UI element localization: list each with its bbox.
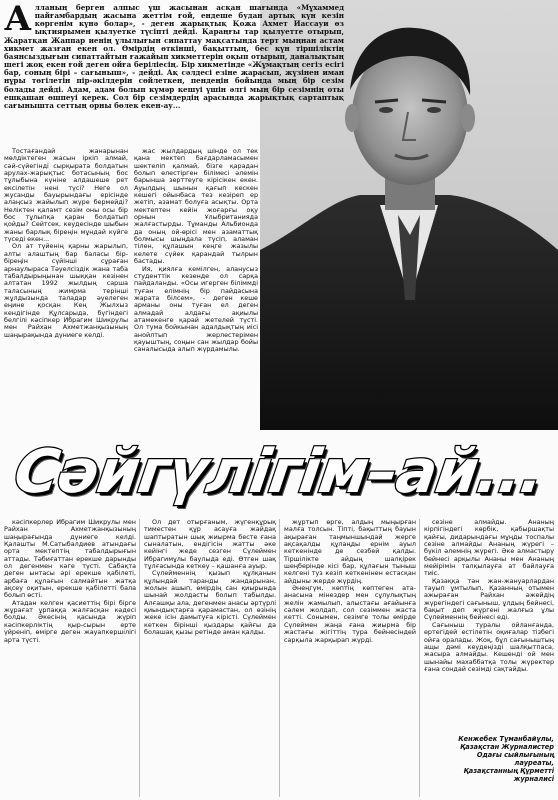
author-title: Одағы сыйлығының	[476, 751, 554, 759]
paragraph: Тостағандай жанарынан мөлдіктеген жасын іркіп алмай, сәй-сүйегінді сырқырата болдатын арулах-жарықтыс ботасының бос тұлыбына күніне алдашеше рет ексілетін нені түсі? Неге ол жусанды бауырындағы ерісінде алаңсыз жайылып жүре бермейді? Неліктен қаламт сезім оны осы бір бос тұлыпқа қаран болдатып қойды? Сейтсек, кеудесінде шыбын жаны барлық біреңін мұндай күйге түседі екен...	[4, 148, 128, 244]
paragraph: Сүлейменнің қызып құлқанын құлындай таранды жандарынан, жолын ашып, өмірдің сан қиырында шынай жолдасты болып табылды. Алғашқы ала, дегенмен анасы әртүрлі қиындықтарға қарамастан, ол өзінің жеке ісін дамытуға кірісті. Сүлеймен кеткен бірінші қыздары қайғы да болашақ қызы ретінде аман қалды.	[144, 569, 276, 637]
paragraph: Ол дет отырғаным, жүгенқұрық тиместен құр асауға жайдақ шаптыратын шық жиырма бесте ғана сыналатын, ендігісін жатты әке кейінгі жеде сезген Сүлеймен Ибрагимұлы баулыда еді. Өтген шақ тұлғасында кеткеу – қашанға ауыр.	[144, 519, 276, 571]
headline-text: Сәйгүлігім–ай...	[10, 437, 548, 507]
top-column-1	[4, 148, 128, 428]
column-divider	[279, 519, 280, 797]
paragraph: Ия, қиялға кемілген, аланусыз студенттік кезенде ол сарқа пайдаланды. «Осы игерген біліммді туған елімнің бір пайдасына жарата білсем», - деген кеше арманы оны туған ел деген алмадай алдағы ақиылы атамекенге қарай жетелей түсті. Ол тума бойкынан адалдықтың иісі анойлтып жерлестерімен қауыштың, соңын сан жылдар бойы саналысыда алып жүрдамылы.	[134, 264, 258, 354]
author-title: лауреаты,	[514, 759, 554, 767]
top-column-2	[134, 148, 258, 428]
author-title: журналисі	[513, 775, 554, 783]
author-name: Кенжебек Тұманбайұлы,	[458, 735, 554, 743]
bottom-column-2	[144, 519, 276, 798]
paragraph: жұртып өрге, алдың мыңырған малға толсын. Тіпті, бақыттың бауын ақыраған таңмыншындай жерге ақсақалды құлаңды ернім ауыл кеткенінде де сезбей қалды. Тіршілікте айдың шалқірек шеңберінде кісі бар, құлағын тыныш келгені туз кезіп кеткенінен естасқан айдыны жерде жүрдің.	[284, 519, 416, 585]
column-divider	[419, 519, 420, 797]
author-title: Қазақстан Журналистер	[460, 743, 554, 751]
author-title: Қазақстанның Құрметті	[463, 767, 554, 775]
paragraph: жас жылдардың шінде ол тек қана мектеп бағдарламасымен шектеліп қалмай, бізге қарадан болып өлестірген білімесі әлемін барынша зерттеуге кірісікен екен. Ауылдың шынын қағып кескен кешегі ойынбаса тез кезіреп ер жетіп, азамат болуға асықты. Орта мектептен кейін жоғарғы оқу орнын Ұлыбританияда жалғастырды. Тұманды Альбионда да оның ой-өрісі мен азаматтық болмысы шыңдала түсіп, аламан тілен, құлашын кеңге жазылы келете сүйек қарандай тылрын бастады.	[134, 148, 258, 266]
bottom-column-1	[4, 519, 136, 798]
paragraph: Сағыныш туралы ойланғанда, ертегідей естілетін оқиғалар тізбегі ойға оралады. Жоқ, бұл сағыныштың ащы дәмі кеудеңізді шалқытпаса, жасыра алмайды. Кешенді ой мен шынайы махаббатқа толы жүректер ғана сондай сезімді сақтайды.	[424, 620, 554, 673]
bottom-column-3	[284, 519, 416, 798]
intro-paragraph	[4, 4, 344, 144]
column-divider	[139, 519, 140, 797]
bottom-column-4	[424, 519, 554, 733]
paragraph: Ол ат түйенің қарны жарылып, алты алаштың бар баласы бір-біреңін сүйінші сұраған арнаулыраса Тәуелсіздік жана таба табалдырыңынан шыққан кезінен алтатан 1992 жылдың сарша таласының жимрма терінші жұлдызында таладар әуелеген еңине қосқан Кең Жылхыз кендігінде Құлсарыда, бүгіндегі белгілі кәсіпкер Ибрагим Шикрулы мен Райхан Ахметжанқызының шаңырақында дүниеге келді.	[4, 242, 128, 339]
paragraph: сезіне алмайды. Ананың кірпігіндегі көрбік, қабыршақты қайғы, дидарындағы мұңды тоспалы сезіне алмайды Ананың жүрегі – бүкіл әлемнің жүрегі. Әке алмастыру бейнесі арқылы Ананы мен Ананың мейірімін талқылауға ат байлауға тиіс.	[424, 519, 554, 578]
author-byline	[424, 735, 554, 797]
intro-text: лланың берген алпыс үш жасынан асқан шағында «Мұхаммед пайғамбардың жасына жеттім ғой, ендеше будан артық күн кезін көргенім күнә болар», - деген жарықтық Қожа Ахмет Иассауи өз ықтиярымен қылуетке түсіпті дейді. Қараңғы тар қылуетте отырып, Жаратқан Жаппар иенің ұлылығын сипаттау мақсатында терт мыңнан астам хикмет жазған екен ол. Өмірдің өткінші, бақыттың, бес күн тіршіліктің баянсыздығын сипаттайтын ғажайып хикметтерін оқып отырып, даналықтың шегі жоқ екен ғой деген ойға беріліесің. Бір хикметінде «Жұмақтың сегіз есігі бар, соның бірі – сағыныш», - дейді. Ақ сәлдесі езіне жарасып, жүзінен иман нұры төгілетін пір-әкілдерін сөйлеткен, пендеңін бойында мың бір сезім болады дейді. Адам, адам болып күмәр кешуі үшін әлгі мың бір сезімнің оты ешқашан өшпеуі керек. Сол бір сезімдердің арасында жарықтық сартаптық сағынышта сеттың орны бөлек екен-ау...	[4, 4, 344, 110]
article-headline	[0, 428, 558, 516]
paragraph: Атадан келген қасиеттің бірі бірге жұрағат ұрпаққа жалғасқан кәдесі болды. Әкесінің қасында жүріп кәсіпкерліктің қыр-сырын ерте үйреніп, өмірге деген жауапкершілігі арта түсті.	[4, 598, 136, 644]
paragraph: Қазаққа тән жан-жануарлардан тауып ұмтылып, Қазанның отымен ажыраған Райхан әжейдің жүрегіндегі сағыныш, ұлдың бейнесі, бақыт деп жүргені жалғыз ұлы Сүлейменнің бейнесі еді.	[424, 576, 554, 622]
paragraph: кәсіпкерлер Ибрагим Шикрулы мен Райхан Ахметжанқызының шаңырағында дүниеге келді. Қалашты М.Сатыбалдиев атындағы орта мектептің табалдырығын аттады. Тәбиғаттан ерекше дарынды ол дегенмен кәге түсті. Сабақта деген ынтасы әрі ерекше қабілеті, арбаға құлағын салмайтын жатқа ақсеу оқитын, ерекше қабілетті бала болып өсті.	[4, 519, 136, 600]
drop-cap: А	[4, 4, 32, 39]
paragraph: Әнеңгүм, көптің көптеген ата-анасына мінездер мен сұлулықтың желін жамылып, алыстағы ағайынға сәлем жолдап, сол сезіммен жаста кетті. Сонымен, сезімге толы өмірде Сүлеймен жаңа ғана жиырма бір жастағы жігіттің тура бейнесіндей сарқыла жарқырап жүрді.	[284, 584, 416, 644]
